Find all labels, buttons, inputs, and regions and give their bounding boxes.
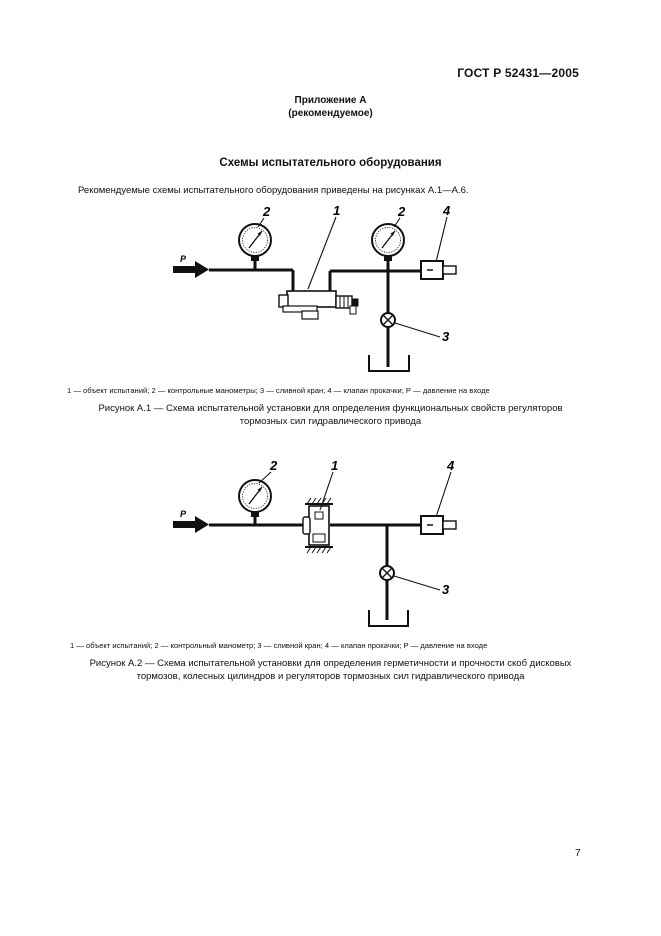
figure-2-caption-line: тормозов, колесных цилиндров и регуляторов тормозных сил гидравлического привода xyxy=(136,671,525,682)
test-object-regulator-icon xyxy=(279,291,358,319)
pressure-gauge-icon xyxy=(372,224,404,261)
figure-2-diagram xyxy=(0,450,661,640)
pressure-inlet-arrow-icon xyxy=(173,516,209,533)
bleed-valve-icon xyxy=(421,516,456,534)
callout-drain: 3 xyxy=(442,582,450,597)
figure-1-caption-line: тормозных сил гидравлического привода xyxy=(239,416,422,427)
annex-status: (рекомендуемое) xyxy=(288,108,373,119)
figure-2-caption-line: Рисунок А.2 — Схема испытательной установки для определения герметичности и прочности скоб дисковых xyxy=(89,658,572,669)
bleed-valve-icon xyxy=(421,261,456,279)
figure-1-caption xyxy=(0,402,661,428)
pressure-inlet-arrow-icon xyxy=(173,261,209,278)
section-title: Схемы испытательного оборудования xyxy=(219,157,442,169)
leader-lines xyxy=(258,217,447,337)
figure-2-legend: 1 — объект испытаний; 2 — контрольный манометр; 3 — сливной кран; 4 — клапан прокачки; Р — давление на входе xyxy=(70,641,488,650)
standard-designation: ГОСТ Р 52431—2005 xyxy=(457,66,579,80)
figure-2-caption xyxy=(0,657,661,683)
pressure-gauge-icon xyxy=(239,224,271,261)
figure-1-caption-line: Рисунок А.1 — Схема испытательной установки для определения функциональных свойств регуляторов xyxy=(98,403,563,414)
callout-object: 1 xyxy=(333,203,341,218)
callout-object: 1 xyxy=(331,458,339,473)
annex-title: Приложение А xyxy=(294,95,367,106)
pressure-label: Р xyxy=(180,509,187,519)
pressure-label: Р xyxy=(180,254,187,264)
test-object-fixture-icon xyxy=(303,498,333,553)
callout-drain: 3 xyxy=(442,329,450,344)
figure-1-legend: 1 — объект испытаний; 2 — контрольные манометры; 3 — сливной кран; 4 — клапан прокачки; Р — давление на входе xyxy=(67,386,490,395)
callout-gauge: 2 xyxy=(270,458,278,473)
callout-valve: 4 xyxy=(447,458,455,473)
figure-1-diagram xyxy=(0,195,661,385)
drain-tap-icon xyxy=(381,313,395,327)
page-number: 7 xyxy=(575,848,581,859)
callout-gauge: 2 xyxy=(398,204,406,219)
intro-paragraph: Рекомендуемые схемы испытательного оборудования приведены на рисунках А.1—А.6. xyxy=(78,185,469,196)
annex-heading xyxy=(0,94,661,120)
callout-valve: 4 xyxy=(443,203,451,218)
drain-tap-icon xyxy=(380,566,394,580)
pressure-gauge-icon xyxy=(239,480,271,517)
callout-gauge: 2 xyxy=(263,204,271,219)
